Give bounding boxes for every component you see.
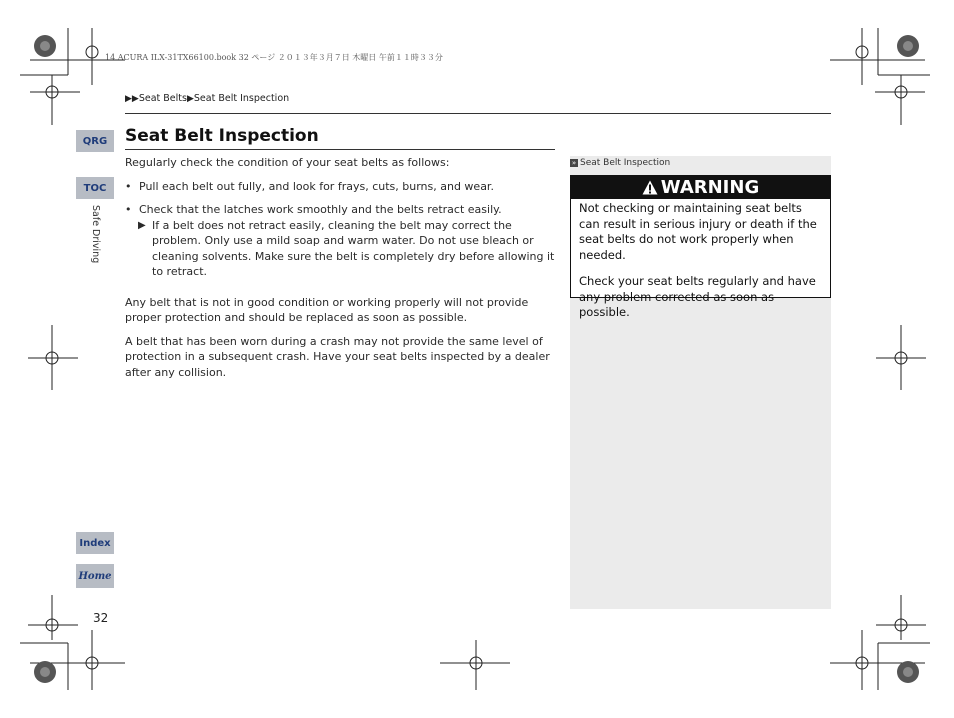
print-header: 14 ACURA ILX-31TX66100.book 32 ページ ２０１３年３月７日 木曜日 午前１１時３３分 [105,53,443,62]
bullet-icon: • [125,203,132,216]
section-label: Safe Driving [90,205,101,264]
list-item: • Pull each belt out fully, and look for frays, cuts, burns, and wear. [125,179,494,193]
paragraph: Any belt that is not in good condition or working properly will not provide proper protection and should be replaced as soon as possible. [125,295,529,324]
warning-paragraph: Check your seat belts regularly and have any problem corrected as soon as possible. [579,274,816,319]
list-item: • Check that the latches work smoothly and the belts retract easily. [125,203,502,216]
arrow-right-icon: ▶ [138,219,146,231]
page-number: 32 [93,611,109,625]
paragraph: A belt that has been worn during a crash may not provide the same level of protection in a subsequent crash. Have your seat belts inspected by a dealer after any collision. [125,334,550,379]
page-title: Seat Belt Inspection [125,126,319,146]
breadcrumb-link-seat-belts[interactable]: Seat Belts [138,93,187,104]
qrg-button[interactable]: QRG [76,130,114,152]
breadcrumb-arrow-icon: ▶▶ [125,94,139,104]
warning-label: WARNING [660,177,760,198]
intro-text: Regularly check the condition of your seat belts as follows: [125,156,450,169]
bullet-icon: • [125,179,132,193]
breadcrumb-current: Seat Belt Inspection [193,93,290,104]
warning-paragraph: Not checking or maintaining seat belts can result in serious injury or death if the seat belts do not work properly when needed. [579,201,817,262]
index-button[interactable]: Index [76,532,114,554]
subnote: ▶ If a belt does not retract easily, cleaning the belt may correct the problem. Only use a mild soap and warm water. Do not use bleach or cleaning solvents. Make sure the belt is completely dry before allowing it to retract. [138,218,555,278]
home-button[interactable]: Home [76,564,114,588]
breadcrumb-arrow-icon: ▶ [186,94,194,104]
reference-icon: » [571,158,577,167]
toc-button[interactable]: TOC [76,177,114,199]
sidebar-title: » Seat Belt Inspection [571,158,671,168]
